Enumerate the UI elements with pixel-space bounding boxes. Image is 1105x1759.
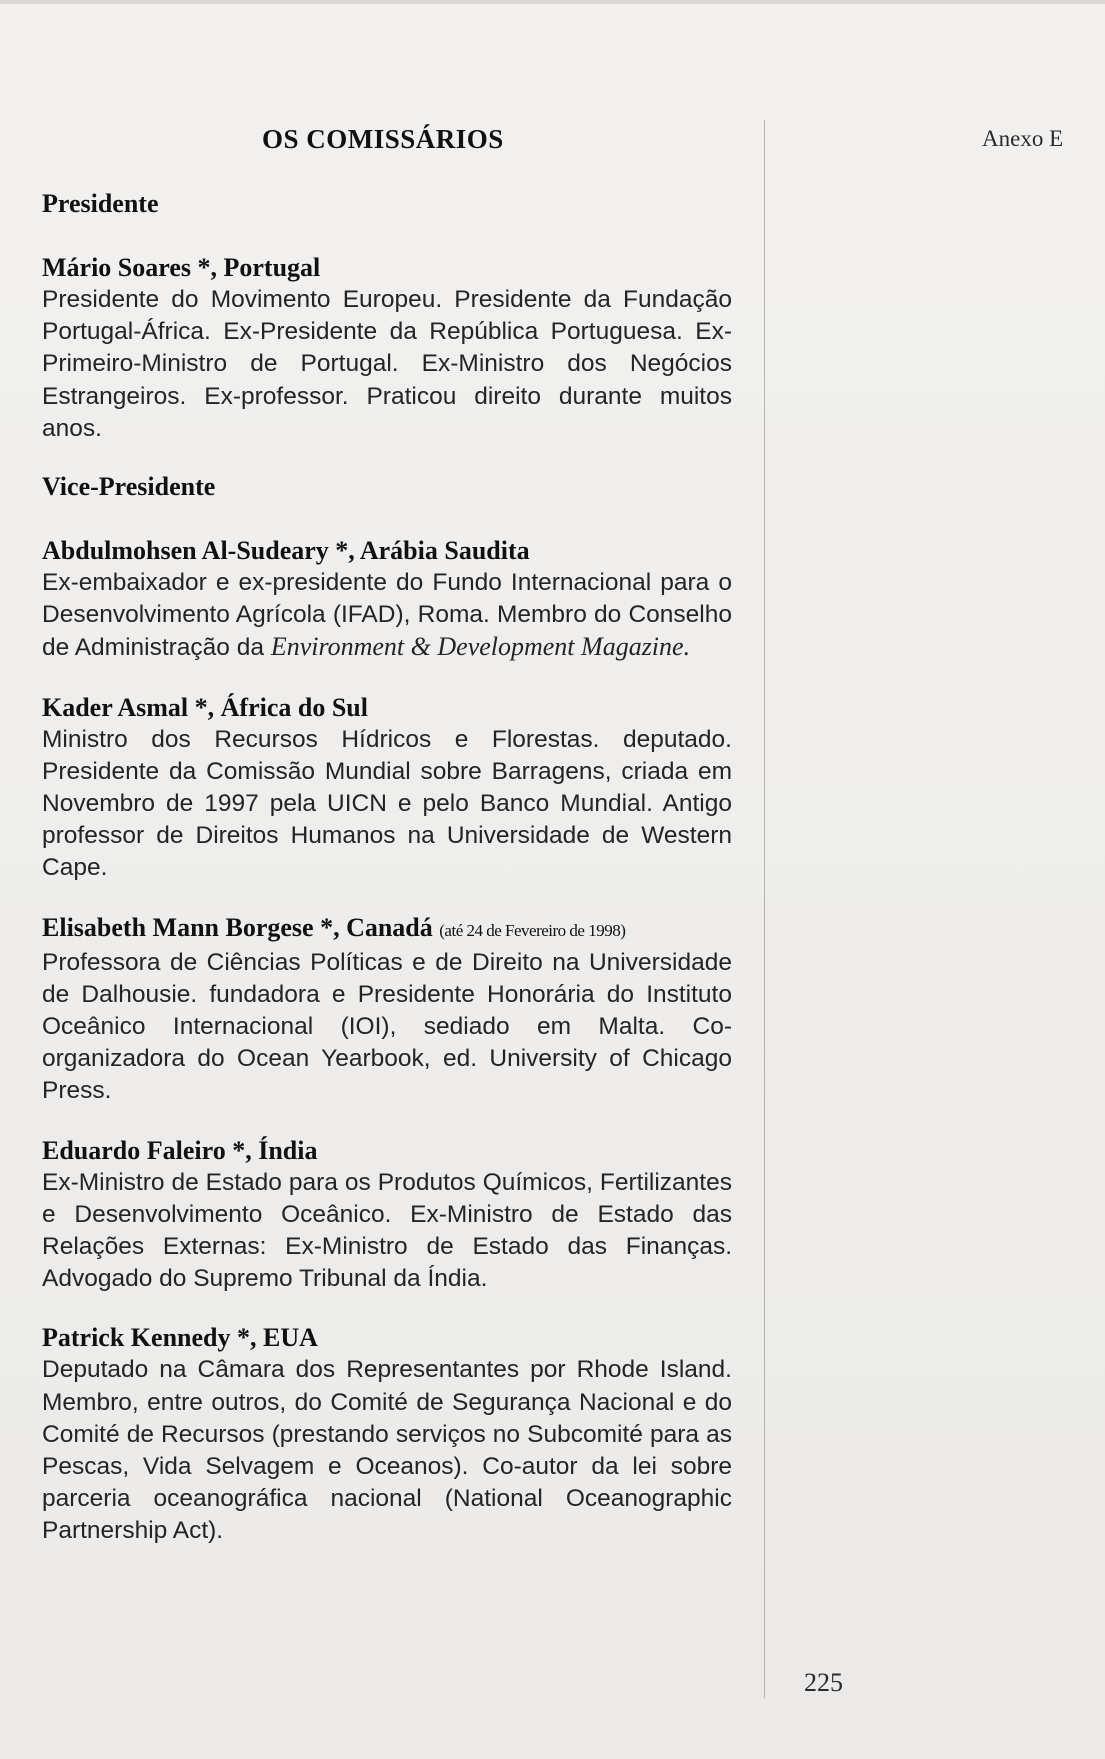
commissioner-name: Patrick Kennedy *, EUA <box>42 1323 318 1353</box>
commissioner-name: Kader Asmal *, África do Sul <box>42 692 368 722</box>
section-heading-presidente: Presidente <box>42 189 159 218</box>
commissioner-entry <box>42 535 732 665</box>
section-heading-vice-presidente: Vice-Presidente <box>42 472 216 502</box>
commissioner-bio: Ministro dos Recursos Hídricos e Florestas. deputado. Presidente da Comissão Mundial sobre Barragens, criada em Novembro de 1997 pela UICN e pelo Banco Mundial. Antigo professor de Direitos Humanos na Universidade de Western Cape. <box>42 725 732 882</box>
page-top-edge <box>0 0 1105 4</box>
commissioner-name: Elisabeth Mann Borgese *, Canadá <box>42 912 433 942</box>
running-head: Anexo E <box>982 126 1064 151</box>
commissioner-name: Mário Soares *, Portugal <box>42 253 321 282</box>
commissioner-bio: Deputado na Câmara dos Representantes por Rhode Island. Membro, entre outros, do Comité de Segurança Nacional e do Comité de Recursos (prestando serviços no Subcomité para as Pescas, Vida Selvagem e Oceanos). Co-autor da lei sobre parceria oceanográfica nacional (National Oceanographic Partnership Act). <box>42 1356 732 1545</box>
column-divider <box>764 120 765 1698</box>
commissioner-name: Eduardo Faleiro *, Índia <box>42 1135 318 1165</box>
commissioner-bio-text: Ex-embaixador e ex-presidente do Fundo Internacional para o Desenvolvimento Agrícola (IFAD), Roma. Membro do Conselho de Administração da <box>42 569 732 662</box>
commissioner-bio: Ex-Ministro de Estado para os Produtos Químicos, Fertilizantes e Desenvolvimento Oceânico. Ex-Ministro de Estado das Relações Externas: Ex-Ministro de Estado das Finanças. Advogado do Supremo Tribunal da Índia. <box>42 1168 732 1293</box>
commissioner-bio: Professora de Ciências Políticas e de Direito na Universidade de Dalhousie. fundadora e Presidente Honorária do Instituto Oceânico Internacional (IOI), sediado em Malta. Co-organizadora do Ocean Yearbook, ed. University of Chicago Press. <box>42 948 732 1105</box>
term-note: (até 24 de Fevereiro de 1998) <box>439 920 626 940</box>
page-number: 225 <box>804 1668 843 1697</box>
commissioner-name-line <box>42 912 732 947</box>
commissioner-bio <box>42 567 732 665</box>
chapter-title: OS COMISSÁRIOS <box>262 124 504 154</box>
commissioner-entry <box>42 692 732 885</box>
commissioner-entry <box>42 1135 732 1296</box>
main-column <box>42 124 732 1575</box>
commissioner-entry <box>42 252 732 445</box>
commissioner-name: Abdulmohsen Al-Sudeary *, Arábia Saudita <box>42 536 530 566</box>
commissioner-entry <box>42 912 732 1108</box>
commissioner-bio: Presidente do Movimento Europeu. Presidente da Fundação Portugal-África. Ex-Presidente da República Portuguesa. Ex-Primeiro-Ministro de Portugal. Ex-Ministro dos Negócios Estrangeiros. Ex-professor. Praticou direito durante muitos anos. <box>42 286 732 442</box>
magazine-title: Environment & Development Magazine. <box>270 632 691 662</box>
commissioner-entry <box>42 1322 732 1547</box>
